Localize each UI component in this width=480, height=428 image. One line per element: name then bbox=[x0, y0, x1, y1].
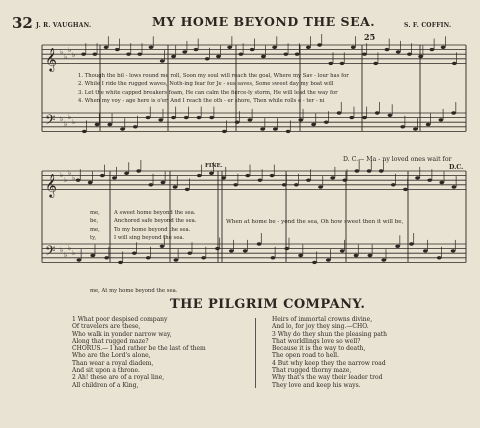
note-head bbox=[306, 179, 311, 182]
hymn-right-line: Heirs of immortal crowns divine, bbox=[272, 316, 373, 323]
flat-sign: ♭ bbox=[60, 246, 64, 254]
note-head bbox=[243, 249, 248, 252]
hymn-right-line: That worldlings love so well? bbox=[272, 337, 361, 345]
flat-sign: ♭ bbox=[64, 120, 68, 128]
note-head bbox=[437, 256, 442, 259]
note-head bbox=[284, 247, 289, 250]
hymn-right-line: Because it is the way to death, bbox=[272, 345, 366, 353]
note-head bbox=[184, 116, 189, 119]
note-head bbox=[367, 169, 372, 172]
note-head bbox=[235, 121, 240, 124]
note-head bbox=[174, 258, 179, 261]
note-head bbox=[112, 176, 117, 179]
note-head bbox=[451, 111, 456, 114]
note-head bbox=[194, 48, 199, 51]
note-head bbox=[413, 127, 418, 130]
hymn-left-line: Who are the Lord's alone, bbox=[72, 352, 151, 360]
note-head bbox=[136, 169, 141, 172]
note-head bbox=[197, 116, 202, 119]
hymn-right-line: The open road to hell. bbox=[272, 352, 339, 360]
dc-mark: D.C. bbox=[449, 164, 464, 171]
flat-sign: ♭ bbox=[68, 244, 72, 252]
note-head bbox=[107, 123, 112, 126]
note-head bbox=[328, 62, 333, 65]
note-head bbox=[373, 62, 378, 65]
composer-left: J. R. VAUGHAN. bbox=[36, 22, 92, 29]
note-head bbox=[403, 188, 408, 191]
note-head bbox=[379, 169, 384, 172]
note-head bbox=[171, 55, 176, 58]
note-head bbox=[185, 188, 190, 191]
note-head bbox=[90, 254, 95, 257]
flat-sign: ♭ bbox=[68, 169, 72, 177]
flat-sign: ♭ bbox=[60, 115, 64, 123]
hymn-left-line: 2 Ah! these are of a royal line, bbox=[72, 374, 165, 382]
column-divider bbox=[255, 318, 256, 388]
note-head bbox=[324, 121, 329, 124]
note-head bbox=[245, 174, 250, 177]
note-head bbox=[441, 46, 446, 49]
flat-sign: ♭ bbox=[68, 113, 72, 121]
note-head bbox=[362, 116, 367, 119]
page-number: 32 bbox=[12, 14, 33, 32]
note-head bbox=[312, 261, 317, 264]
note-head bbox=[95, 123, 100, 126]
note-head bbox=[317, 43, 322, 46]
end-words bbox=[90, 209, 100, 243]
note-head bbox=[375, 111, 380, 114]
end-word-1: me, bbox=[90, 210, 100, 216]
note-head bbox=[137, 53, 142, 56]
note-head bbox=[132, 252, 137, 255]
note-head bbox=[270, 174, 275, 177]
note-head bbox=[216, 55, 221, 58]
treble-clef: 𝄞 bbox=[45, 173, 57, 197]
flat-sign: ♭ bbox=[64, 53, 68, 61]
refrain-line-1: A sweet home beyond the sea. bbox=[114, 210, 196, 216]
bass-line: me, At my home beyond the sea. bbox=[90, 288, 178, 294]
note-head bbox=[452, 62, 457, 65]
note-head bbox=[100, 174, 105, 177]
treble-clef: 𝄞 bbox=[45, 47, 57, 71]
refrain-lines bbox=[114, 209, 196, 243]
refrain-line-3: To my home beyond the sea. bbox=[114, 226, 191, 233]
note-head bbox=[76, 179, 81, 182]
hymn-left-line: Who walk in yonder narrow way, bbox=[72, 330, 172, 338]
note-head bbox=[340, 62, 345, 65]
note-head bbox=[82, 130, 87, 133]
hymn-chorus-line: CHORUS.— I had rather be the last of them bbox=[72, 345, 206, 353]
note-head bbox=[354, 254, 359, 257]
note-head bbox=[229, 249, 234, 252]
flat-sign: ♭ bbox=[60, 48, 64, 56]
note-head bbox=[340, 249, 345, 252]
hymn-right-column bbox=[272, 316, 387, 389]
note-head bbox=[451, 249, 456, 252]
note-head bbox=[171, 116, 176, 119]
verse-line-3: 3. Let the white capped breakers foam, He can calm the fierce-ly storm, He will lead the way for bbox=[78, 89, 338, 96]
fine-mark: FINE. bbox=[205, 163, 223, 169]
refrain-line-4: I will sing beyond the sea. bbox=[114, 235, 185, 242]
hymn-right-line: 3 Why do they shun the pleasing path bbox=[272, 330, 388, 338]
note-head bbox=[124, 172, 129, 175]
note-head bbox=[250, 48, 255, 51]
verse-lines bbox=[78, 72, 349, 106]
hymn-left-line: Than wear a royal diadem, bbox=[72, 359, 154, 367]
note-head bbox=[430, 48, 435, 51]
note-head bbox=[349, 116, 354, 119]
note-head bbox=[439, 118, 444, 121]
note-head bbox=[148, 183, 153, 186]
note-head bbox=[221, 176, 226, 179]
note-head bbox=[260, 127, 265, 130]
note-head bbox=[205, 57, 210, 60]
note-head bbox=[272, 46, 277, 49]
note-head bbox=[233, 183, 238, 186]
note-head bbox=[452, 185, 457, 188]
bass-clef: 𝄢 bbox=[45, 243, 56, 262]
verse-line-1: 1. Though the bil - lows round me roll, Soon my soul will reach the goal, Where my Sav - lour has for bbox=[78, 73, 349, 79]
flat-sign: ♭ bbox=[68, 46, 72, 54]
end-word-3: me, bbox=[90, 226, 100, 233]
note-head bbox=[330, 176, 335, 179]
end-word-2: be, bbox=[90, 218, 99, 225]
note-head bbox=[351, 46, 356, 49]
note-head bbox=[409, 242, 414, 245]
note-head bbox=[88, 181, 93, 184]
flat-sign: ♭ bbox=[64, 176, 68, 184]
note-head bbox=[77, 258, 82, 261]
flat-sign: ♭ bbox=[72, 51, 76, 59]
note-head bbox=[283, 53, 288, 56]
note-head bbox=[318, 185, 323, 188]
note-head bbox=[222, 130, 227, 133]
note-head bbox=[426, 123, 431, 126]
hymn-right-line: And lo, for joy they sing.—CHO. bbox=[272, 323, 369, 331]
flat-sign: ♭ bbox=[72, 118, 76, 126]
verse-line-4: 4. When my voy - age here is o'er, And I reach the oth - er shore, Then while rolls e - ter - ni bbox=[78, 98, 325, 105]
note-head bbox=[355, 169, 360, 172]
note-head bbox=[400, 125, 405, 128]
note-head bbox=[337, 111, 342, 114]
note-head bbox=[427, 179, 432, 182]
flat-sign: ♭ bbox=[72, 249, 76, 257]
note-head bbox=[396, 50, 401, 53]
note-head bbox=[298, 254, 303, 257]
flat-sign: ♭ bbox=[72, 174, 76, 182]
note-head bbox=[415, 176, 420, 179]
note-head bbox=[104, 256, 109, 259]
song-title: MY HOME BEYOND THE SEA. bbox=[152, 14, 376, 29]
note-head bbox=[187, 252, 192, 255]
chorus-line: When at home be - yond the sea, Oh how sweet then it will be, bbox=[226, 219, 404, 225]
note-head bbox=[282, 183, 287, 186]
note-head bbox=[133, 125, 138, 128]
note-head bbox=[423, 249, 428, 252]
note-head bbox=[197, 174, 202, 177]
note-head bbox=[342, 179, 347, 182]
note-head bbox=[182, 50, 187, 53]
hymn-right-line: That rugged thorny maze, bbox=[272, 367, 352, 375]
hymn-left-line: Along that rugged maze? bbox=[72, 337, 149, 345]
note-head bbox=[271, 256, 276, 259]
note-head bbox=[368, 254, 373, 257]
note-head bbox=[201, 256, 206, 259]
note-head bbox=[126, 53, 131, 56]
hymn-left-line: 1 What poor despised company bbox=[72, 316, 168, 323]
note-head bbox=[295, 53, 300, 56]
bass-clef: 𝄢 bbox=[45, 112, 56, 131]
note-head bbox=[306, 46, 311, 49]
hymn-left-line: All children of a King, bbox=[72, 381, 139, 389]
note-head bbox=[160, 59, 165, 62]
note-head bbox=[385, 48, 390, 51]
note-head bbox=[161, 181, 166, 184]
hymn-left-line: Of travelers are these, bbox=[72, 323, 141, 331]
note-head bbox=[104, 46, 109, 49]
note-head bbox=[146, 256, 151, 259]
flat-sign: ♭ bbox=[64, 251, 68, 259]
note-head bbox=[227, 46, 232, 49]
note-head bbox=[418, 55, 423, 58]
note-head bbox=[158, 118, 163, 121]
note-head bbox=[391, 183, 396, 186]
note-head bbox=[273, 127, 278, 130]
note-head bbox=[81, 53, 86, 56]
note-head bbox=[326, 258, 331, 261]
flat-sign: ♭ bbox=[60, 171, 64, 179]
note-head bbox=[248, 118, 253, 121]
hymn-right-line: They love and keep his ways. bbox=[272, 381, 361, 389]
note-head bbox=[388, 114, 393, 117]
hymn-left-line: And sit upon a throne. bbox=[72, 367, 140, 375]
hymn-right-line: Why that's the way their leader trod bbox=[272, 374, 383, 382]
note-head bbox=[395, 245, 400, 248]
note-head bbox=[92, 53, 97, 56]
hymn-left-column bbox=[72, 316, 206, 389]
note-head bbox=[407, 53, 412, 56]
note-head bbox=[209, 116, 214, 119]
end-word-4: ty, bbox=[90, 235, 97, 242]
note-head bbox=[115, 48, 120, 51]
measure-marker: 25 bbox=[364, 32, 376, 42]
note-head bbox=[286, 130, 291, 133]
hymn-right-line: 4 But why keep they the narrow road bbox=[272, 359, 386, 367]
dc-line: D. C.— Ma - ny loved ones wait for bbox=[343, 156, 452, 163]
note-head bbox=[362, 53, 367, 56]
note-head bbox=[118, 261, 123, 264]
note-head bbox=[257, 242, 262, 245]
note-head bbox=[261, 55, 266, 58]
note-head bbox=[439, 181, 444, 184]
note-head bbox=[146, 116, 151, 119]
note-head bbox=[311, 123, 316, 126]
refrain-line-2: Anchored safe beyond the sea. bbox=[114, 218, 197, 225]
note-head bbox=[160, 245, 165, 248]
note-head bbox=[381, 258, 386, 261]
hymn-title: THE PILGRIM COMPANY. bbox=[170, 297, 366, 312]
verse-line-2: 2. While I ride the rugged waves, Noth-ing fear for Je - sus saves, Some sweet day my boat will bbox=[78, 81, 334, 88]
note-head bbox=[298, 118, 303, 121]
note-head bbox=[239, 53, 244, 56]
note-head bbox=[209, 172, 214, 175]
note-head bbox=[258, 179, 263, 182]
note-head bbox=[294, 183, 299, 186]
note-head bbox=[215, 247, 220, 250]
note-head bbox=[120, 127, 125, 130]
note-head bbox=[149, 46, 154, 49]
composer-right: S. F. COFFIN. bbox=[404, 22, 452, 29]
note-head bbox=[173, 185, 178, 188]
